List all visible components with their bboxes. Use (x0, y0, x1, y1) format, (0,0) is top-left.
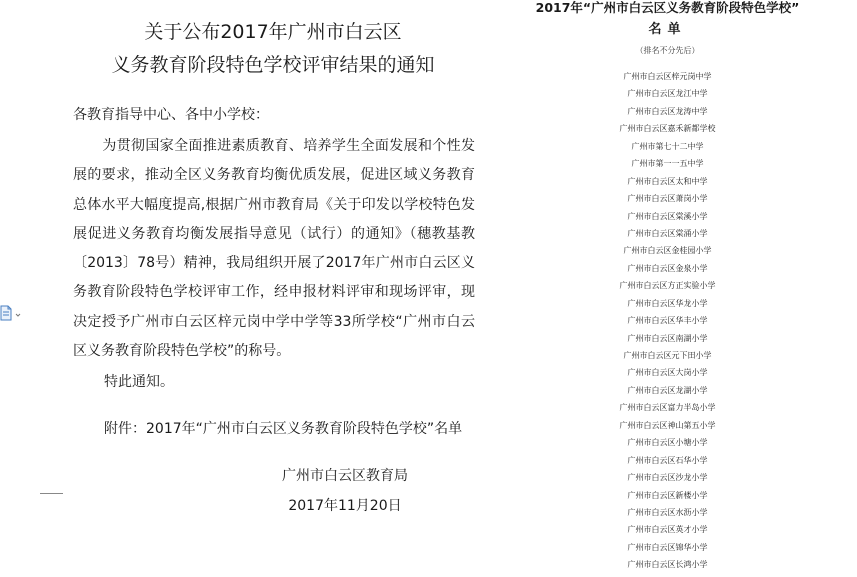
notice-title-line2: 义务教育阶段特色学校评审结果的通知 (111, 54, 435, 76)
notice-signer: 广州市白云区教育局 (282, 468, 408, 484)
appendix-title: 2017年“广州市白云区义务教育阶段特色学校” (535, 0, 800, 15)
school-list-item: 广州市白云区华丰小学 (627, 316, 708, 326)
school-list-item: 广州市白云区神山第五小学 (619, 420, 716, 430)
school-list-item: 广州市白云区元下田小学 (623, 351, 712, 360)
notice-date: 2017年11月20日 (288, 498, 402, 514)
school-list-item: 广州市白云区新楼小学 (627, 490, 708, 500)
margin-rule (40, 493, 63, 494)
school-list-item: 广州市白云区龙湖小学 (627, 385, 708, 395)
school-list-item: 广州市白云区嘉禾新都学校 (619, 124, 716, 134)
school-list-item: 广州市白云区富力半岛小学 (619, 403, 716, 413)
school-list-item: 广州市白云区梓元岗中学 (623, 72, 712, 81)
school-list-item: 广州市白云区金泉小学 (627, 263, 708, 273)
appendix-document (520, 0, 857, 574)
school-list-item: 广州市白云区沙龙小学 (627, 473, 708, 483)
school-list-item: 广州市白云区英才小学 (627, 525, 708, 535)
school-list-item: 广州市白云区太和中学 (627, 176, 708, 186)
notice-attachment: 附件：2017年“广州市白云区义务教育阶段特色学校”名单 (104, 421, 463, 437)
school-list-item: 广州市第七十二中学 (631, 141, 704, 151)
school-list-item: 广州市白云区华龙小学 (627, 298, 708, 308)
school-list-item: 广州市白云区锦华小学 (627, 542, 708, 552)
notice-body-paragraph (73, 132, 475, 366)
school-list-item: 广州市白云区龙江中学 (627, 89, 708, 99)
school-list-item: 广州市白云区萧岗小学 (627, 194, 708, 204)
document-icon[interactable] (0, 305, 22, 321)
school-list-item: 广州市白云区小塘小学 (627, 438, 708, 448)
notice-body-text: 为贯彻国家全面推进素质教育、培养学生全面发展和个性发展的要求，推动全区义务教育均衡优质发展，促进区域义务教育总体水平大幅度提高,根据广州市教育局《关于印发以学校特色发展促进义务教育均衡发展指导意见（试行）的通知》（穗教基教〔2013〕78号）精神，我局组织开展了2017年广州市白云区义务教育阶段特色学校评审工作，经申报材料评审和现场评审，现决定授予广州市白云区梓元岗中学中学等33所学校“广州市白云区义务教育阶段特色学校”的称号。 (73, 138, 475, 360)
school-list-item: 广州市白云区长鸿小学 (627, 560, 708, 570)
school-list-item: 广州市第一一五中学 (631, 159, 704, 169)
school-list-item: 广州市白云区大岗小学 (627, 368, 708, 378)
school-list (520, 71, 815, 577)
school-list-item: 广州市白云区棠涌小学 (627, 228, 708, 238)
notice-title-line1: 关于公布2017年广州市白云区 (144, 21, 402, 43)
appendix-subtitle: 名单 (648, 22, 687, 37)
school-list-item: 广州市白云区金桂园小学 (623, 246, 712, 256)
school-list-item: 广州市白云区水沥小学 (627, 507, 708, 517)
school-list-item: 广州市白云区石华小学 (627, 455, 708, 465)
appendix-note: （排名不分先后） (635, 46, 700, 55)
notice-closing: 特此通知。 (104, 374, 174, 390)
school-list-item: 广州市白云区方正实验小学 (619, 281, 716, 291)
school-list-item: 广州市白云区龙涛中学 (627, 106, 708, 116)
school-list-item: 广州市白云区棠溪小学 (627, 211, 708, 221)
notice-salutation: 各教育指导中心、各中小学校： (73, 107, 269, 123)
school-list-item: 广州市白云区南湖小学 (627, 333, 708, 343)
